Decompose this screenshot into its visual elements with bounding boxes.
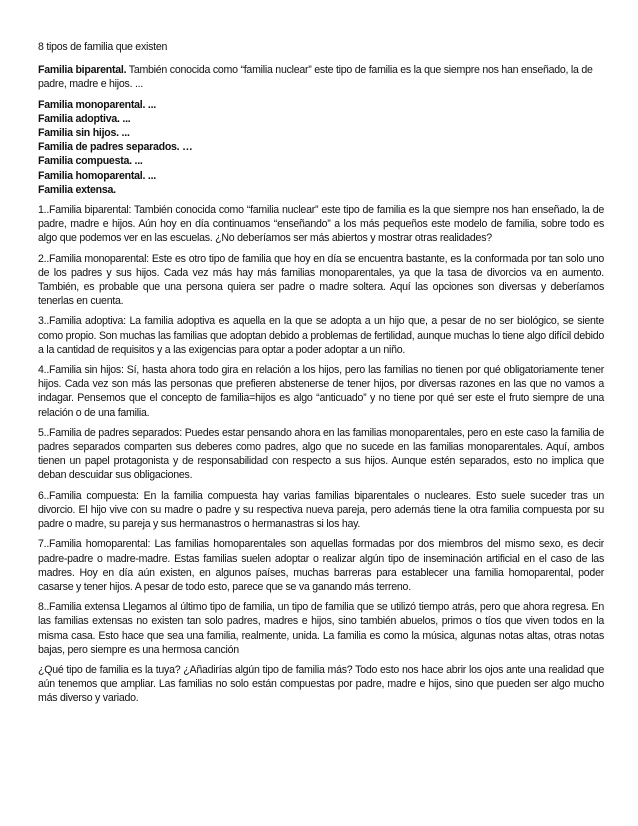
intro-paragraph [38,63,604,91]
list-item: Familia compuesta. ... [38,155,143,168]
family-types-list [38,98,604,197]
list-item: Familia monoparental. ... [38,98,156,111]
paragraph-biparental: 1..Familia biparental: También conocida como “familia nuclear” este tipo de familia es la que siempre nos han enseñado, la de padre, madre e hijos. Aún hoy en día continuamos “enseñando” a los más pequeños este modelo de familia, sobre todo es algo que podemos ver en las escuelas. ¿No deberíamos ser más abiertos y mostrar otras realidades? [38,204,604,245]
list-item: Familia de padres separados. … [38,141,193,154]
document-page [38,40,604,712]
paragraph-monoparental: 2..Familia monoparental: Este es otro tipo de familia que hoy en día se encuentra bastante, es la conformada por tan solo uno de los padres y sus hijos. Cada vez más hay más familias monoparentales, ya que la tasa de divorcios va en aumento. También, es probable que una persona quiera ser padre o madre soltera. Aquí las opciones son diversas y deberíamos tenerlas en cuenta. [38,252,604,308]
intro-text: También conocida como “familia nuclear” este tipo de familia es la que siempre nos han enseñado, la de padre, madre e hijos. ... [38,64,593,91]
paragraph-sin-hijos: 4..Familia sin hijos: Sí, hasta ahora todo gira en relación a los hijos, pero las familias no tienen por qué obligatoriamente tener hijos. Cada vez son más las personas que prefieren abstenerse de tener hijos, por diversas razones en las que no vamos a indagar. Pensemos que el concepto de familia=hijos es algo “anticuado” y no tiene por qué ser este el fruto siempre de una relación o de una familia. [38,364,604,419]
intro-lead: Familia biparental. [38,64,127,77]
paragraph-adoptiva: 3..Familia adoptiva: La familia adoptiva es aquella en la que se adopta a un hijo que, a pesar de no ser biológico, se siente como propio. Son muchas las familias que adoptan debido a problemas de fertilidad, aunque muchas lo tiene algo difícil debido a la cantidad de requisitos y a las exigencias para optar a poder adoptar a un niño. [38,315,604,356]
list-item: Familia sin hijos. ... [38,127,130,140]
paragraph-extensa: 8..Familia extensa Llegamos al último tipo de familia, un tipo de familia que se utilizó tiempo atrás, pero que ahora regresa. En las familias extensas no existen tan solo padres, madres e hijos, sino también abuelos, primos o tíos que viven todos en la misma casa. Esto hace que sea una familia, realmente, unida. La familia es como la música, algunas notas altas, otras notas bajas, pero siempre es una hermosa canción [38,601,604,656]
paragraph-compuesta: 6..Familia compuesta: En la familia compuesta hay varias familias biparentales o nucleares. Esto suele suceder tras un divorcio. El hijo vive con su madre o padre y su respectiva nueva pareja, pero además tiene la otra familia compuesta por su padre o madre, su pareja y sus hermanastros o hermanastras si los hay. [38,489,604,531]
document-title: 8 tipos de familia que existen [38,41,168,53]
paragraph-homoparental: 7..Familia homoparental: Las familias homoparentales son aquellas formadas por dos miembros del mismo sexo, es decir padre-padre o madre-madre. Estas familias suelen adoptar o realizar algún tipo de inseminación artificial en el caso de las madres. Hoy en día aún existen, en algunos países, muchas barreras para establecer una familia homoparental, poder casarse y tener hijos. A pesar de todo esto, parece que se va ganando más terreno. [38,538,604,593]
list-item: Familia adoptiva. ... [38,112,131,125]
list-item: Familia extensa. [38,183,116,196]
list-item: Familia homoparental. ... [38,169,156,182]
paragraph-conclusion: ¿Qué tipo de familia es la tuya? ¿Añadirías algún tipo de familia más? Todo esto nos hace abrir los ojos ante una realidad que aún tenemos que ampliar. Las familias no solo están compuestas por padre, madre e hijos, sino que pueden ser algo mucho más diverso y variado. [38,663,604,705]
paragraph-padres-separados: 5..Familia de padres separados: Puedes estar pensando ahora en las familias monoparentales, pero en este caso la familia de padres separados comparten sus deberes como padres, algo que no sucede en las familias monoparentales. Aquí, ambos tienen un papel protagonista y de responsabilidad con respecto a sus hijos. Aunque estén separados, esto no implica que deban descuidar sus obligaciones. [38,426,604,482]
